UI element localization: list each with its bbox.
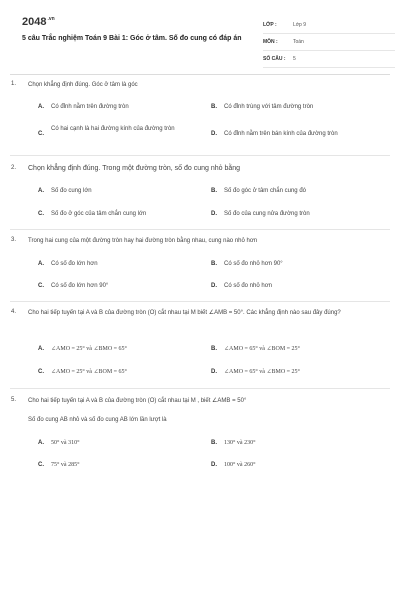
meta-panel: [263, 19, 395, 70]
question-text: Cho hai tiếp tuyến tại A và B của đường tròn (O) cắt nhau tại M , biết ∠AMB = 50°: [28, 398, 247, 404]
question-text: Chọn khẳng định đúng. Góc ở tâm là góc: [28, 82, 138, 88]
worksheet-page: $2048^{.vn}$ 5 câu Trắc nghiệm Toán 9 Bài 1: Góc ở tâm. Số đo cung có đáp án LỚP : Lớp 9 MÔN : Toán SỐ CÂU : 5 1. Chọn khẳng định đúng. Góc ở tâm là góc A. Có đỉnh nằm trên đường tròn B. Có đỉnh trùng với tâm đường tròn C. Có hai cạnh là hai đường kính của đường tròn D. Có đỉnh nằm trên bán kính của đường tròn 2. Chọn khẳng định đúng. Trong một đường tròn, số đo cung nhỏ bằng A. Số đo cung lớn B. Số đo góc ở tâm chắn cung đó C. Số đo ở góc của tâm chắn cung lớn D. Số đo của cung nửa đường tròn 3. Trong hai cung của một đường tròn hay hai đường tròn bằng nhau, cung nào nhỏ hơn A. Có số đo lớn hơn B. Có số đo nhỏ hơn 90° C. Có số đo lớn hơn 90° D. Có số đo nhỏ hơn 4. Cho hai tiếp tuyến tại A và B của đường tròn (O) cắt nhau tại M biết ∠AMB = 50°. Các khẳng định nào sau đây đúng? A. ∠AMO = 25° và ∠BMO = 65° B. ∠AMO = 65° và ∠BOM = 25° C. ∠AMO = 25° và ∠BOM = 65° D. ∠AMO = 65° và ∠BMO = 25° 5. Cho hai tiếp tuyến tại A và B của đường tròn (O) cắt nhau tại M , biết ∠AMB = 50° Số đo cung AB nhỏ và số đo cung AB lớn lần lượt là A. 50° và 310° B. 130° và 230° C. 75° và 285° D. 100° và 260°: [0, 0, 400, 600]
question-text: Chọn khẳng định đúng. Trong một đường tròn, số đo cung nhỏ bằng: [28, 165, 241, 172]
question-divider: [10, 229, 390, 230]
question-number: 2.: [11, 165, 17, 171]
site-logo[interactable]: $2048^{.vn}$: [22, 16, 55, 28]
meta-question-count: SỐ CÂU : 5: [263, 53, 395, 68]
worksheet-header: [10, 8, 390, 76]
header-divider: [10, 74, 390, 75]
question-text: Trong hai cung của một đường tròn hay hai đường tròn bằng nhau, cung nào nhỏ hơn: [28, 238, 258, 244]
worksheet-title: 5 câu Trắc nghiệm Toán 9 Bài 1: Góc ở tâm. Số đo cung có đáp án: [22, 35, 242, 42]
question-divider: [10, 155, 390, 156]
question-divider: [10, 388, 390, 389]
meta-grade: LỚP : Lớp 9: [263, 19, 395, 34]
question-subtext: Số đo cung AB nhỏ và số đo cung AB lớn lần lượt là: [28, 417, 167, 423]
question-divider: [10, 301, 390, 302]
question-number: 4.: [11, 309, 17, 315]
question-text: Cho hai tiếp tuyến tại A và B của đường tròn (O) cắt nhau tại M biết ∠AMB = 50°. Các khẳng định nào sau đây đúng?: [28, 310, 341, 316]
question-number: 5.: [11, 397, 17, 403]
question-number: 3.: [11, 237, 17, 243]
meta-subject: MÔN : Toán: [263, 36, 395, 51]
question-number: 1.: [11, 81, 17, 87]
